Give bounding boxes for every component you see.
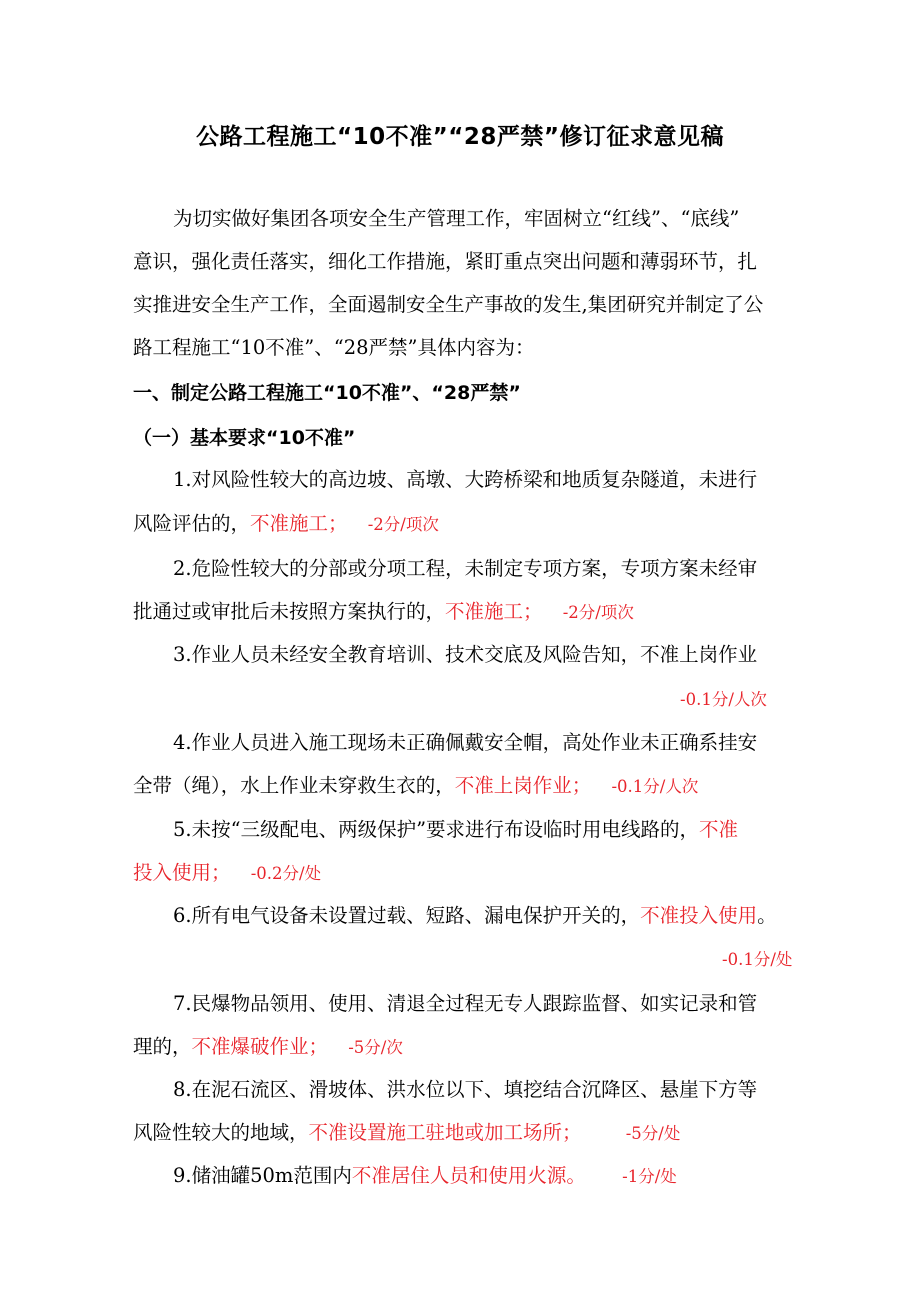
item-text: 。 [757,904,777,927]
item-text: 批通过或审批后未按照方案执行的， [133,600,446,623]
penalty-score: -0.2分/处 [250,864,322,883]
item-text: 5.未按“三级配电、两级保护”要求进行布设临时用电线路的， [173,818,700,841]
intro-line: 实推进安全生产工作，全面遏制安全生产事故的发生,集团研究并制定了公 [133,293,764,316]
penalty-score: -5分/次 [348,1038,403,1057]
penalty-score: -2分/项次 [562,603,634,622]
item-9-line-1 [173,1162,873,1191]
prohibition-text: 不准 [699,818,739,841]
item-7-line-2 [133,1033,833,1062]
item-5-line-2 [133,859,833,888]
item-4-line-1: 4.作业人员进入施工现场未正确佩戴安全帽，高处作业未正确系挂安 [173,731,758,754]
item-7-line-1: 7.民爆物品领用、使用、清退全过程无专人跟踪监督、如实记录和管 [173,992,758,1015]
item-text: 6.所有电气设备未设置过载、短路、漏电保护开关的， [173,904,641,927]
prohibition-text: 不准施工； [445,600,543,623]
item-3-line-1: 3.作业人员未经安全教育培训、技术交底及风险告知，不准上岗作业 [173,643,758,666]
prohibition-text: 不准居住人员和使用火源。 [351,1164,586,1187]
item-text: 风险性较大的地域， [133,1121,309,1144]
intro-line: 路工程施工“10不准”、“28严禁”具体内容为： [133,336,535,359]
item-2-line-1: 2.危险性较大的分部或分项工程，未制定专项方案，专项方案未经审 [173,557,758,580]
penalty-score: -1分/处 [622,1167,677,1186]
prohibition-text: 不准设置施工驻地或加工场所； [308,1121,582,1144]
penalty-score: -5分/处 [625,1124,681,1143]
item-1-line-1: 1.对风险性较大的高边坡、高墩、大跨桥梁和地质复杂隧道，未进行 [173,468,758,491]
item-4-line-2 [133,772,833,801]
penalty-score: -0.1分/处 [722,950,793,969]
penalty-score: -0.1分/人次 [611,777,699,796]
item-8-line-1: 8.在泥石流区、滑坡体、洪水位以下、填挖结合沉降区、悬崖下方等 [173,1078,758,1101]
item-text: 理的， [133,1035,192,1058]
prohibition-text: 不准投入使用 [640,904,758,927]
prohibition-text: 不准爆破作业； [191,1035,329,1058]
item-2-line-2 [133,598,833,627]
item-text: 全带（绳），水上作业未穿救生衣的， [133,774,455,797]
document-title: 公路工程施工“10不准”“28严禁”修订征求意见稿 [196,124,724,150]
intro-line: 意识，强化责任落实，细化工作措施，紧盯重点突出问题和薄弱环节，扎 [133,250,758,273]
penalty-score: -0.1分/人次 [680,690,767,709]
item-text: 9.储油罐50m范围内 [173,1164,352,1187]
item-6-line-1 [173,902,873,930]
item-1-line-2 [133,510,833,539]
penalty-score: -2分/项次 [367,515,439,534]
item-5-line-1 [173,816,873,844]
intro-line: 为切实做好集团各项安全生产管理工作，牢固树立“红线”、“底线” [173,207,740,230]
subsection-heading: （一）基本要求“10不准” [133,427,356,449]
item-8-line-2 [133,1119,833,1148]
prohibition-text: 不准施工； [250,512,348,535]
prohibition-text: 不准上岗作业； [454,774,592,797]
prohibition-text: 投入使用； [133,861,231,884]
item-text: 风险评估的， [133,512,251,535]
section-heading: 一、制定公路工程施工“10不准”、“28严禁” [133,382,521,404]
